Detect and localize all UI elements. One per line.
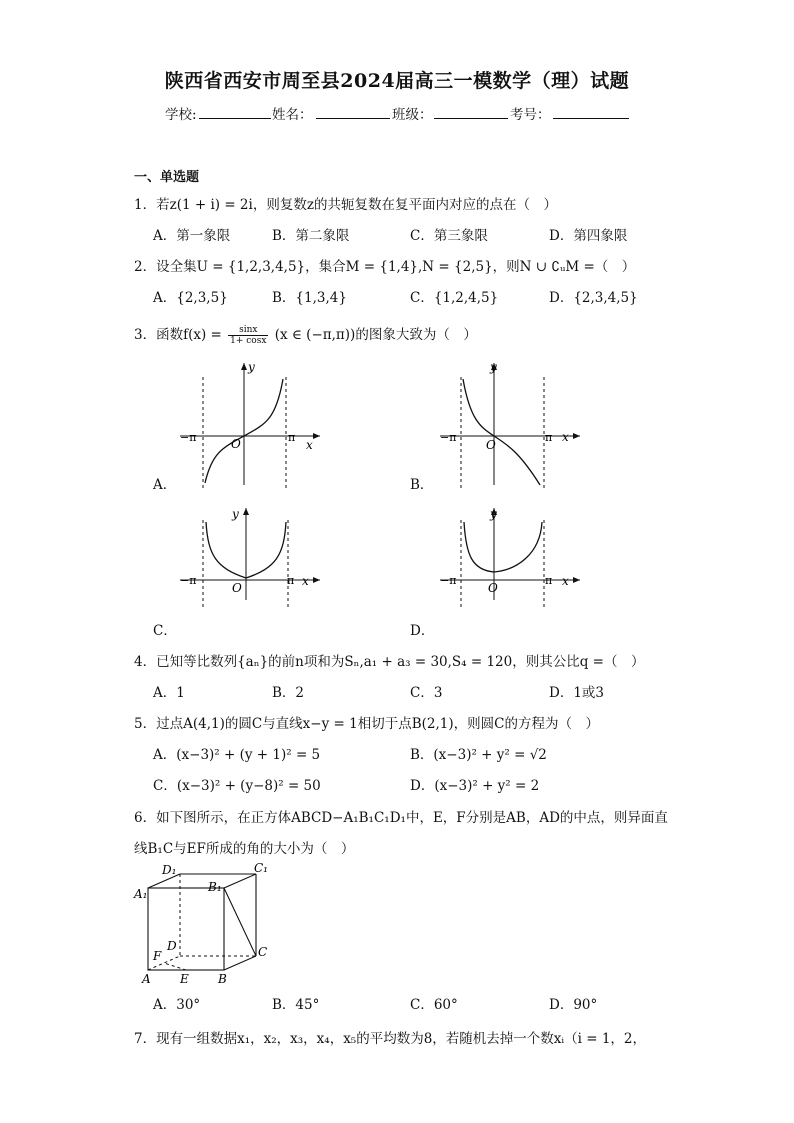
label-c1: C₁: [254, 861, 268, 875]
x-label: x: [306, 438, 313, 452]
y-label: y: [248, 360, 255, 374]
y-label: y: [490, 360, 497, 374]
y-label: y: [490, 507, 497, 521]
pi-label: π: [545, 574, 553, 587]
q6-option-b: B．45°: [272, 997, 320, 1013]
question-7: 7．现有一组数据x₁，x₂，x₃，x₄，x₅的平均数为8，若随机去掉一个数xᵢ（i = 1，2，: [134, 1031, 647, 1047]
q1-option-d: D．第四象限: [549, 228, 628, 244]
x-arrow-icon: [313, 577, 320, 583]
neg-pi-label: −π: [440, 574, 457, 587]
name-label: 姓名：: [272, 107, 313, 123]
class-blank[interactable]: [434, 104, 508, 119]
q5-option-c: C．(x−3)² + (y−8)² = 50: [153, 778, 321, 794]
question-5: 5．过点A(4,1)的圆C与直线x−y = 1相切于点B(2,1)，则圆C的方程为（ ）: [134, 716, 599, 732]
q6-option-c: C．60°: [410, 997, 458, 1013]
q2-option-a: A．{2,3,5}: [153, 290, 228, 306]
y-label: y: [232, 507, 239, 521]
q3-option-d: D．: [410, 623, 435, 639]
q2-option-b: B．{1,3,4}: [272, 290, 347, 306]
q6-cube-figure: [130, 860, 280, 990]
q1-option-c: C．第三象限: [410, 228, 488, 244]
question-6-line-2: 线B₁C与EF所成的角的大小为（ ）: [134, 841, 355, 857]
x-arrow-icon: [573, 577, 580, 583]
q6-option-d: D．90°: [549, 997, 598, 1013]
q3-option-b: B．: [410, 477, 434, 493]
label-d1: D₁: [162, 863, 177, 877]
school-blank[interactable]: [199, 104, 271, 119]
x-label: x: [562, 574, 569, 588]
segment-ef: [164, 963, 186, 970]
q5-option-a: A．(x−3)² + (y + 1)² = 5: [153, 747, 321, 763]
edge-bc: [224, 956, 256, 970]
q1-option-b: B．第二象限: [272, 228, 350, 244]
label-b1: B₁: [208, 880, 222, 894]
origin-label: O: [232, 581, 242, 595]
section-heading: 一、单选题: [134, 170, 200, 185]
label-c: C: [258, 945, 268, 959]
q6-option-a: A．30°: [153, 997, 201, 1013]
pi-label: π: [545, 431, 553, 444]
q3-graph-d: [430, 500, 590, 610]
label-a: A: [142, 972, 151, 986]
origin-label: O: [488, 581, 498, 595]
segment-b1c: [224, 888, 256, 956]
q4-option-b: B．2: [272, 685, 305, 701]
q2-option-d: D．{2,3,4,5}: [549, 290, 638, 306]
pi-label: π: [287, 574, 295, 587]
q3-graph-c: [170, 500, 330, 610]
q3-stem-post: (x ∈ (−π,π))的图象大致为（ ）: [274, 327, 477, 343]
label-a1: A₁: [134, 887, 148, 901]
question-1: 1．若z(1 + i) = 2i，则复数z的共轭复数在复平面内对应的点在（ ）: [134, 197, 557, 213]
q4-option-a: A．1: [153, 685, 185, 701]
question-6-line-1: 6．如下图所示，在正方体ABCD−A₁B₁C₁D₁中，E，F分别是AB，AD的中点，则异面直: [134, 810, 668, 826]
neg-pi-label: −π: [180, 431, 197, 444]
q3-fraction: [228, 325, 268, 346]
question-2: 2．设全集U = {1,2,3,4,5}，集合M = {1,4},N = {2,5}，则N ∪ ∁ᵤM =（ ）: [134, 259, 636, 275]
school-label: 学校:: [165, 107, 197, 123]
neg-pi-label: −π: [440, 431, 457, 444]
question-3: [134, 323, 477, 346]
label-b: B: [218, 972, 227, 986]
exam-no-blank[interactable]: [553, 104, 629, 119]
edge-b1c1: [224, 874, 256, 888]
question-4: 4．已知等比数列{aₙ}的前n项和为Sₙ,a₁ + a₃ = 30,S₄ = 120，则其公比q =（ ）: [134, 654, 645, 670]
q3-graph-a: [170, 355, 330, 495]
x-arrow-icon: [573, 433, 580, 439]
origin-label: O: [486, 438, 496, 452]
origin-label: O: [231, 437, 241, 451]
name-blank[interactable]: [316, 104, 390, 119]
q5-option-d: D．(x−3)² + y² = 2: [410, 778, 540, 794]
x-arrow-icon: [313, 433, 320, 439]
q3-option-c: C．: [153, 623, 177, 639]
q4-option-d: D．1或3: [549, 685, 605, 701]
q3-frac-den: 1+ cosx: [230, 336, 267, 346]
y-arrow-icon: [241, 363, 247, 370]
x-label: x: [562, 430, 569, 444]
label-f: F: [153, 949, 162, 963]
page-title: 陕西省西安市周至县2024届高三一模数学（理）试题: [164, 70, 630, 92]
curve: [464, 522, 542, 572]
q2-option-c: C．{1,2,4,5}: [410, 290, 499, 306]
q1-option-a: A．第一象限: [153, 228, 231, 244]
label-e: E: [180, 972, 189, 986]
class-label: 班级：: [392, 107, 433, 123]
q3-stem-pre: 3．函数f(x) =: [134, 327, 222, 343]
x-label: x: [302, 574, 309, 588]
exam-no-label: 考号：: [510, 107, 551, 123]
q5-option-b: B．(x−3)² + y² = √2: [410, 747, 547, 763]
q3-option-a: A．: [153, 477, 177, 493]
q3-frac-num: sinx: [228, 325, 268, 336]
neg-pi-label: −π: [180, 574, 197, 587]
q4-option-c: C．3: [410, 685, 443, 701]
pi-label: π: [288, 431, 296, 444]
label-d: D: [167, 939, 177, 953]
curve: [463, 379, 540, 485]
q3-graph-b: [430, 355, 590, 495]
y-arrow-icon: [243, 508, 249, 515]
